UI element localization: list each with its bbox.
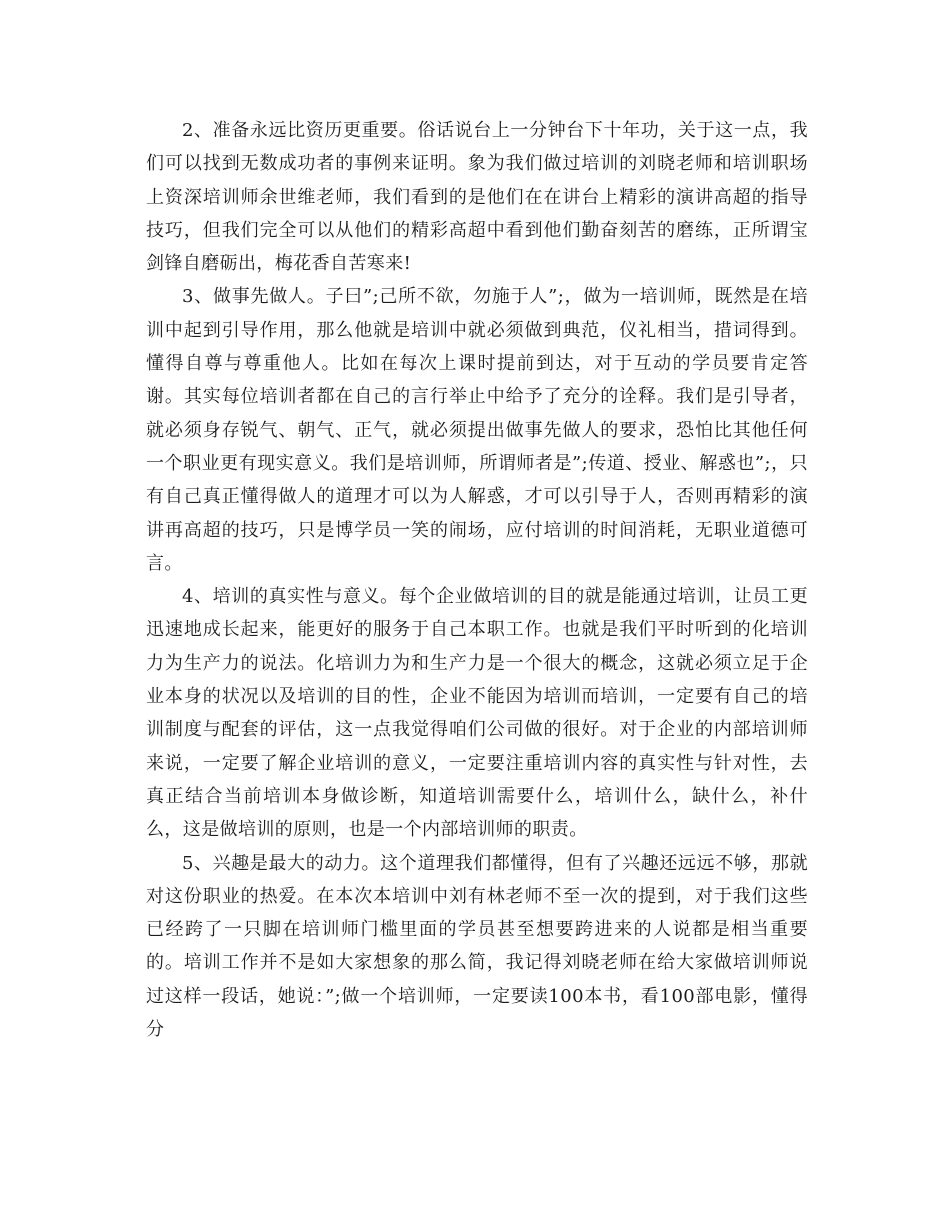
paragraph-preparation: 2、准备永远比资历更重要。俗话说台上一分钟台下十年功，关于这一点，我们可以找到无数成功者的事例来证明。象为我们做过培训的刘晓老师和培训职场上资深培训师余世维老师，我们看到的是他们在在讲台上精彩的演讲高超的指导技巧，但我们完全可以从他们的精彩高超中看到他们勤奋刻苦的磨练，正所谓宝剑锋自磨砺出，梅花香自苦寒来! [146,120,808,275]
paragraph-interest-motivation: 5、兴趣是最大的动力。这个道理我们都懂得，但有了兴趣还远远不够，那就对这份职业的热爱。在本次本培训中刘有林老师不至一次的提到，对于我们这些已经跨了一只脚在培训师门槛里面的学员甚至想要跨进来的人说都是相当重要的。培训工作并不是如大家想象的那么简，我记得刘晓老师在给大家做培训师说过这样一段话，她说：”;做一个培训师，一定要读100本书，看100部电影，懂得分 [146,852,808,1041]
paragraph-training-authenticity: 4、培训的真实性与意义。每个企业做培训的目的就是能通过培训，让员工更迅速地成长起来，能更好的服务于自己本职工作。也就是我们平时听到的化培训力为生产力的说法。化培训力为和生产力是一个很大的概念，这就必须立足于企业本身的状况以及培训的目的性，企业不能因为培训而培训，一定要有自己的培训制度与配套的评估，这一点我觉得咱们公司做的很好。对于企业的内部培训师来说，一定要了解企业培训的意义，一定要注重培训内容的真实性与针对性，去真正结合当前培训本身做诊断，知道培训需要什么，培训什么，缺什么，补什么，这是做培训的原则，也是一个内部培训师的职责。 [146,586,808,841]
document-page [146,114,808,1046]
paragraph-be-a-good-person: 3、做事先做人。子曰”;己所不欲，勿施于人”;，做为一培训师，既然是在培训中起到引导作用，那么他就是培训中就必须做到典范，仪礼相当，措词得到。懂得自尊与尊重他人。比如在每次上课时提前到达，对于互动的学员要肯定答谢。其实每位培训者都在自己的言行举止中给予了充分的诠释。我们是引导者，就必须身存锐气、朝气、正气，就必须提出做事先做人的要求，恐怕比其他任何一个职业更有现实意义。我们是培训师，所谓师者是”;传道、授业、解惑也”;，只有自己真正懂得做人的道理才可以为人解惑，才可以引导于人，否则再精彩的演讲再高超的技巧，只是博学员一笑的闹场，应付培训的时间消耗，无职业道德可言。 [146,286,808,574]
